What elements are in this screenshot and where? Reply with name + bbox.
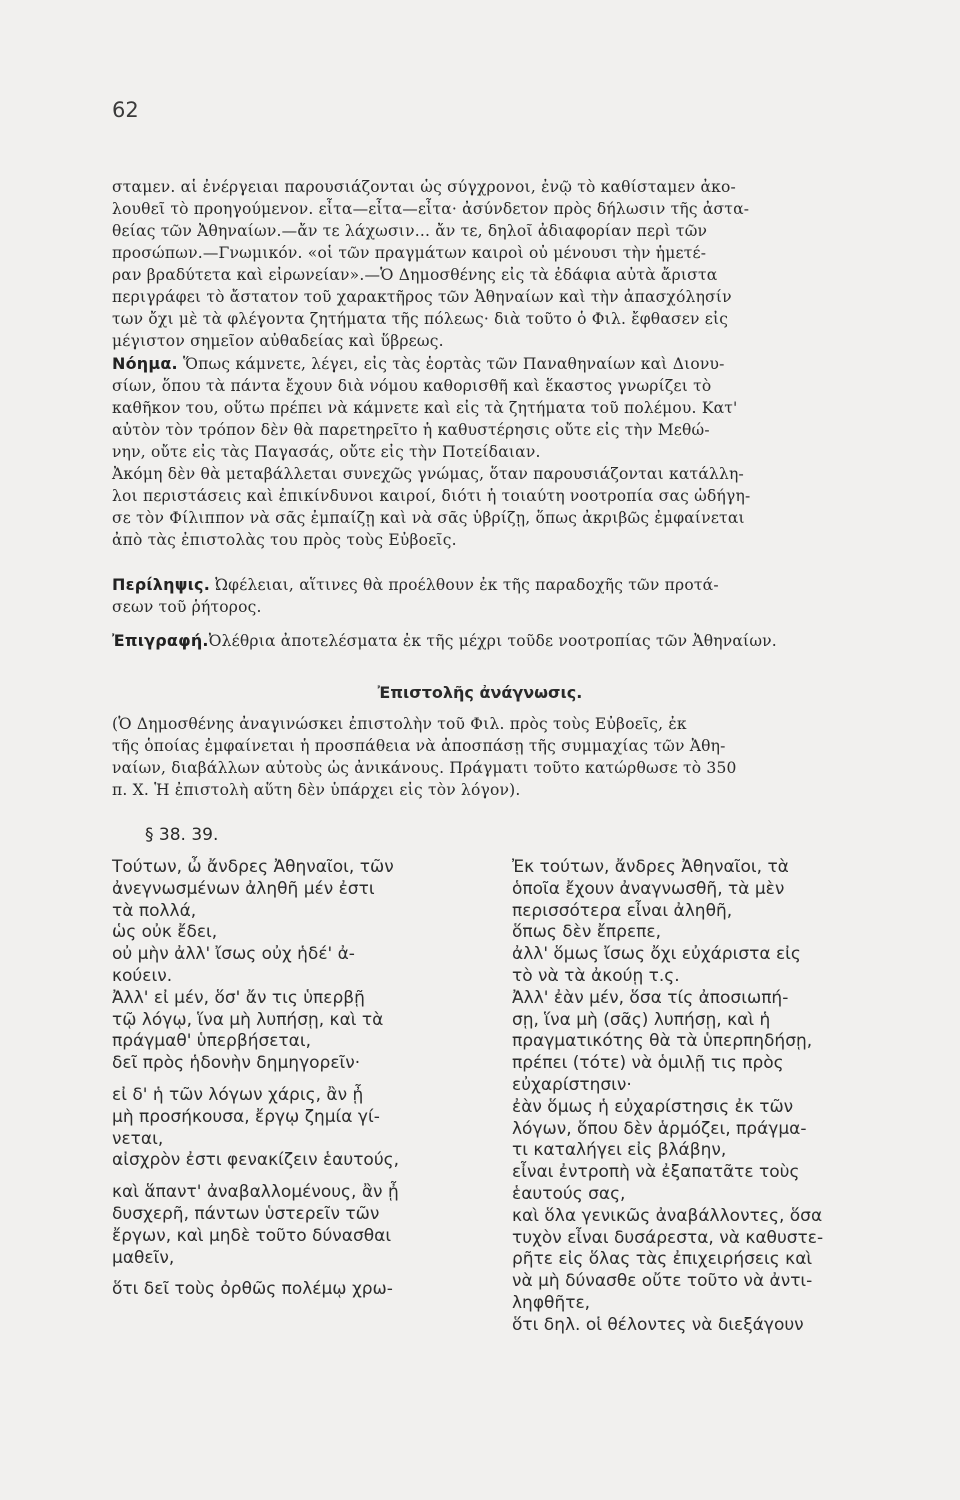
commentary-intro: σταμεν. αἱ ἐνέργειαι παρουσιάζονται ὡς σύγχρονοι, ἐνῷ τὸ καθίσταμεν ἀκο- λουθεῖ τὸ προηγούμενον. εἶτα—εἶτα—εἶτα· ἀσύνδετον πρὸς δήλωσιν τῆς ἀστα- θείας τῶν Ἀθηναίων.—ἄν τε λάχωσιν... ἄν τε, δηλοῖ ἀδιαφορίαν περὶ τῶν προσώπων.—Γνωμικόν. «οἱ τῶν πραγμάτων καιροὶ οὐ μένουσι τὴν ἡμετέ- ραν βραδύτετα καὶ εἰρωνείαν».—Ὁ Δημοσθένης εἰς τὰ ἐδάφια αὐτὰ ἄριστα περιγράφει τὸ ἄστατον τοῦ χαρακτῆρος τῶν Ἀθηναίων καὶ τὴν ἀπασχόλησίν των ὄχι μὲ τὰ φλέγοντα ζητήματα τῆς πόλεως· διὰ τοῦτο ὁ Φιλ. ἔφθασεν εἰς μέγιστον σημεῖον αὐθαδείας καὶ ὕβρεως. [112,178,750,350]
perilipsis-paragraph [112,574,832,618]
perilipsis-text: Ὠφέλειαι, αἵτινες θὰ προέλθουν ἐκ τῆς παραδοχῆς τῶν προτά- σεων τοῦ ῥήτορος. [112,576,719,616]
letter-note: (Ὁ Δημοσθένης ἀναγινώσκει ἐπιστολὴν τοῦ Φιλ. πρὸς τοὺς Εὐβοεῖς, ἐκ τῆς ὁποίας ἐμφαίνεται ἡ προσπάθεια νὰ ἀποσπάσῃ τῆς συμμαχίας τῶν Ἀθη- ναίων, διαβάλλων αὐτοὺς ὡς ἀνικάνους. Πράγματι τοῦτο κατώρθωσε τὸ 350 π. Χ. Ἡ ἐπιστολὴ αὕτη δὲν ὑπάρχει εἰς τὸν λόγον). [112,715,737,799]
epigrafi-label: Ἐπιγραφή. [112,631,209,650]
page-number: 62 [112,98,139,122]
epigrafi-text: Ὀλέθρια ἀποτελέσματα ἐκ τῆς μέχρι τοῦδε νοοτροπίας τῶν Ἀθηναίων. [208,632,777,650]
original-stanza: εἰ δ' ἡ τῶν λόγων χάρις, ἂν ᾖ μὴ προσήκουσα, ἔργῳ ζημία γί- νεται, αἰσχρὸν ἐστι φενακίζειν ἑαυτούς, [112,1084,400,1171]
noima-label: Νόημα. [112,354,178,373]
original-stanza: καὶ ἅπαντ' ἀναβαλλομένους, ἂν ᾖ δυσχερῆ, πάντων ὑστερεῖν τῶν ἔργων, καὶ μηδὲ τοῦτο δύνασθαι μαθεῖν, [112,1182,399,1268]
letter-title: Ἐπιστολῆς ἀνάγνωσις. [377,683,583,702]
original-stanza: ὅτι δεῖ τοὺς ὀρθῶς πολέμῳ χρω- [112,1279,393,1300]
noima-paragraph [112,353,832,551]
original-stanza: Τούτων, ὦ ἄνδρες Ἀθηναῖοι, τῶν ἀνεγνωσμένων ἀληθῆ μέν ἐστι τὰ πολλά, ὡς οὐκ ἔδει, οὐ μὴν ἀλλ' ἴσως οὐχ ἡδέ' ἀ- κούειν. Ἀλλ' εἰ μέν, ὅσ' ἄν τις ὑπερβῇ τῷ λόγῳ, ἵνα μὴ λυπήσῃ, καὶ τὰ πράγμαθ' ὑπερβήσεται, δεῖ πρὸς ἡδονὴν δημηγορεῖν· [112,857,394,1074]
perilipsis-label: Περίληψις. [112,575,210,594]
translation-stanza: Ἐκ τούτων, ἄνδρες Ἀθηναῖοι, τὰ ὁποῖα ἔχουν ἀναγνωσθῆ, τὰ μὲν περισσότερα εἶναι ἀληθῆ, ὅπως δὲν ἔπρεπε, ἀλλ' ὅμως ἴσως ὄχι εὐχάριστα εἰς τὸ νὰ τὰ ἀκούῃ τ.ς. Ἀλλ' ἐὰν μέν, ὅσα τίς ἀποσιωπή- σῃ, ἵνα μὴ (σᾶς) λυπήσῃ, καὶ ἡ πραγματικότης θὰ τὰ ὑπερπηδήσῃ, πρέπει (τότε) νὰ ὁμιλῇ τις πρὸς εὐχαρίστησιν· ἐὰν ὅμως ἡ εὐχαρίστησις ἐκ τῶν λόγων, ὅπου δὲν ἁρμόζει, πράγμα- τι καταλήγει εἰς βλάβην, εἶναι ἐντροπὴ νὰ ἐξαπατᾶτε τοὺς ἑαυτούς σας, καὶ ὅλα γενικῶς ἀναβάλλοντες, ὅσα τυχὸν εἶναι δυσάρεστα, νὰ καθυστε- ρῆτε εἰς ὅλας τὰς ἐπιχειρήσεις καὶ νὰ μὴ δύνασθε οὔτε τοῦτο νὰ ἀντι- ληφθῆτε, ὅτι δηλ. οἱ θέλοντες νὰ διεξάγουν [512,857,824,1335]
section-number: § 38. 39. [145,825,219,845]
epigrafi-paragraph [112,630,852,652]
noima-text: Ὅπως κάμνετε, λέγει, εἰς τὰς ἑορτὰς τῶν Παναθηναίων καὶ Διονυ- σίων, ὅπου τὰ πάντα ἔχουν διὰ νόμου καθορισθῆ καὶ ἕκαστος γνωρίζει τὸ καθῆκον του, οὕτω πρέπει νὰ κάμνετε καὶ εἰς τὰ ζητήματα τοῦ πολέμου. Κατ' αὐτὸν τὸν τρόπον δὲν θὰ παρετηρεῖτο ἡ καθυστέρησις οὔτε εἰς τὴν Μεθώ- νην, οὔτε εἰς τὰς Παγασάς, οὔτε εἰς τὴν Ποτείδαιαν. Ἀκόμη δὲν θὰ μεταβάλλεται συνεχῶς γνώμας, ὅταν παρουσιάζονται κατάλλη- λοι περιστάσεις καὶ ἐπικίνδυνοι καιροί, διότι ἡ τοιαύτη νοοτροπία σας ὡδήγη- σε τὸν Φίλιππον νὰ σᾶς ἐμπαίζῃ καὶ νὰ σᾶς ὑβρίζῃ, ὅπως ἀκριβῶς ἐμφαίνεται ἀπὸ τὰς ἐπιστολὰς του πρὸς τοὺς Εὐβοεῖς. [112,355,751,549]
original-text-column [112,857,492,1311]
translation-column [512,857,902,1337]
